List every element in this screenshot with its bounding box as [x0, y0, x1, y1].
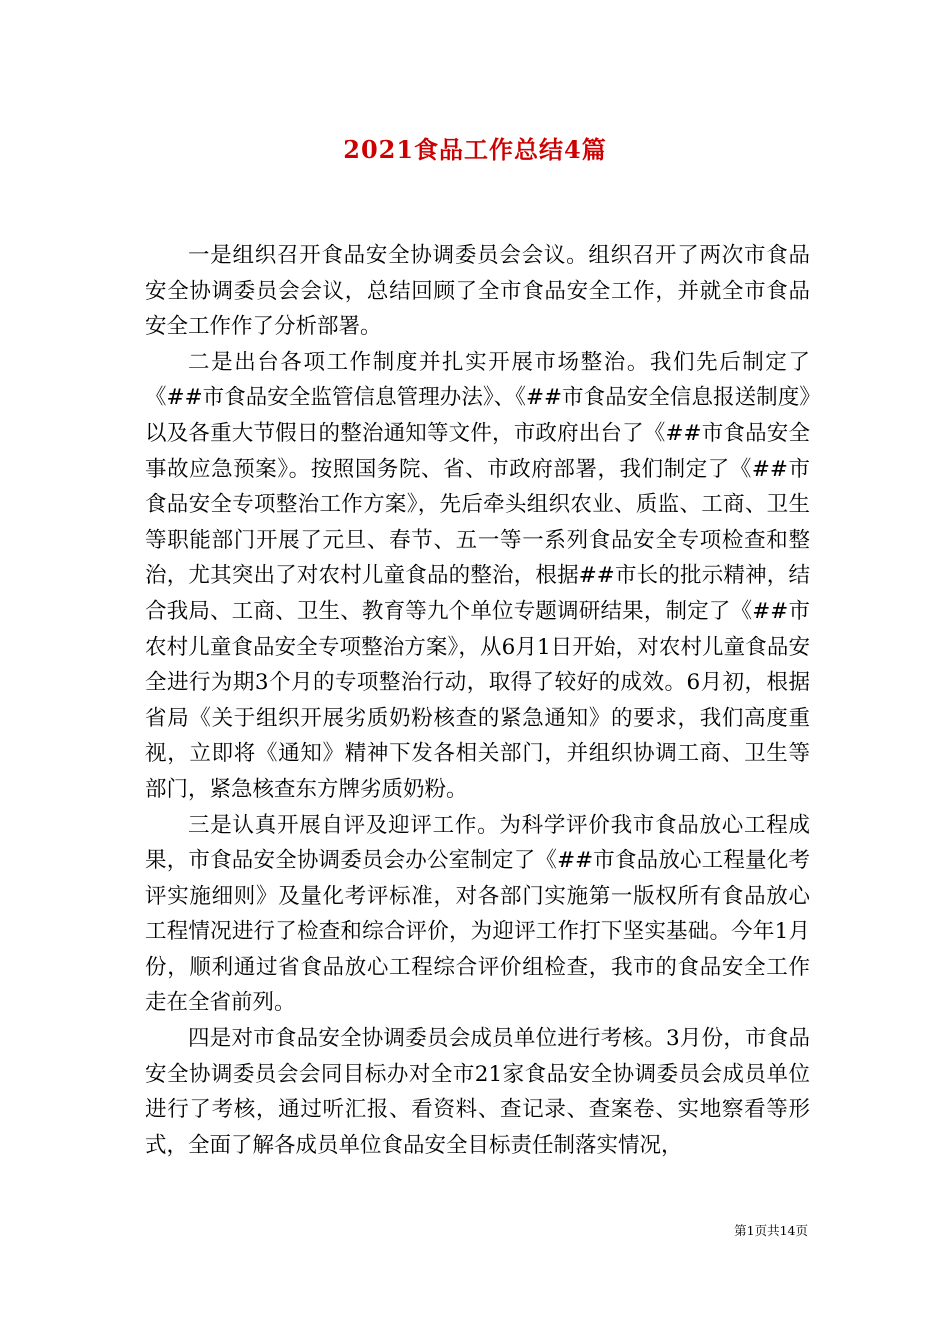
paragraph-1: 一是组织召开食品安全协调委员会会议。组织召开了两次市食品安全协调委员会会议，总结回顾了全市食品安全工作，并就全市食品安全工作作了分析部署。 — [145, 243, 810, 340]
document-title: 2021食品工作总结4篇 — [343, 135, 607, 164]
document-body — [145, 238, 810, 1163]
page-number-footer: 第1页共14页 — [734, 1223, 808, 1238]
paragraph-4: 四是对市食品安全协调委员会成员单位进行考核。3月份，市食品安全协调委员会会同目标办对全市21家食品安全协调委员会成员单位进行了考核，通过听汇报、看资料、查记录、查案卷、实地察看等形式，全面了解各成员单位食品安全目标责任制落实情况， — [145, 1026, 810, 1158]
paragraph-2: 二是出台各项工作制度并扎实开展市场整治。我们先后制定了《##市食品安全监管信息管理办法》、《##市食品安全信息报送制度》以及各重大节假日的整治通知等文件，市政府出台了《##市食品安全事故应急预案》。按照国务院、省、市政府部署，我们制定了《##市食品安全专项整治工作方案》，先后牵头组织农业、质监、工商、卫生等职能部门开展了元旦、春节、五一等一系列食品安全专项检查和整治，尤其突出了对农村儿童食品的整治，根据##市长的批示精神，结合我局、工商、卫生、教育等九个单位专题调研结果，制定了《##市农村儿童食品安全专项整治方案》，从6月1日开始，对农村儿童食品安全进行为期3个月的专项整治行动，取得了较好的成效。6月初，根据省局《关于组织开展劣质奶粉核查的紧急通知》的要求，我们高度重视，立即将《通知》精神下发各相关部门，并组织协调工商、卫生等部门，紧急核查东方牌劣质奶粉。 — [145, 349, 810, 802]
paragraph-3: 三是认真开展自评及迎评工作。为科学评价我市食品放心工程成果，市食品安全协调委员会办公室制定了《##市食品放心工程量化考评实施细则》及量化考评标准，对各部门实施第一版权所有食品放心工程情况进行了检查和综合评价，为迎评工作打下坚实基础。今年1月份，顺利通过省食品放心工程综合评价组检查，我市的食品安全工作走在全省前列。 — [145, 812, 810, 1016]
